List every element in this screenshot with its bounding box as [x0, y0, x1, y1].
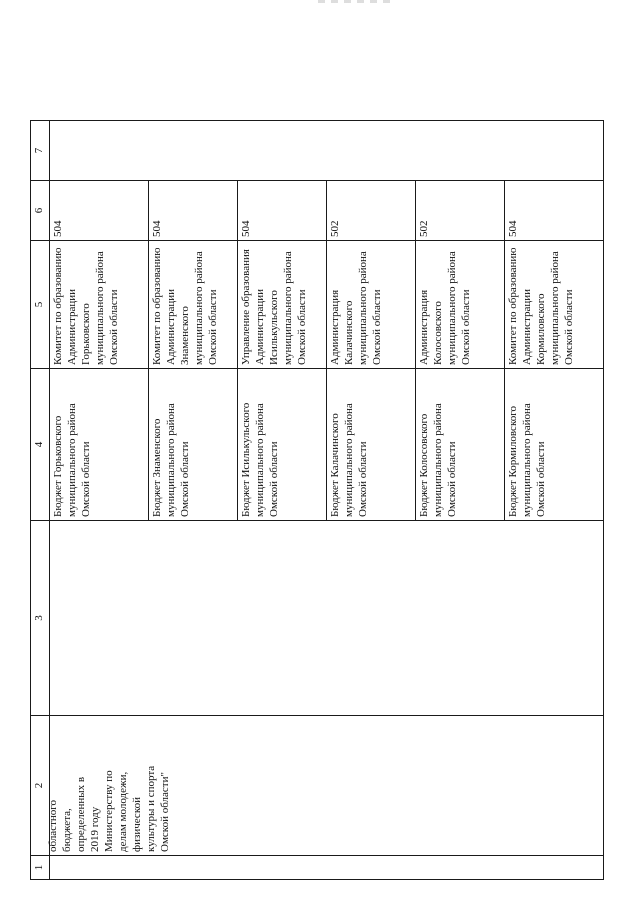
cell-col-2	[47, 716, 604, 856]
cell-col-1	[50, 856, 604, 880]
admin-cell: Управление образования Администрации Исилькульского муниципального района Омской области	[238, 241, 327, 369]
budget-cell: Бюджет Колосовского муниципального района Омской области	[416, 369, 505, 521]
distribution-table	[30, 120, 604, 880]
admin-cell: Комитет по образованию Администрации Горьковского муниципального района Омской области	[50, 241, 149, 369]
admin-cell: Комитет по образованию Администрации Знаменского муниципального района Омской области	[149, 241, 238, 369]
code-cell: 504	[50, 181, 149, 241]
code-cell: 504	[238, 181, 327, 241]
header-col-3: 3	[31, 521, 50, 716]
budget-cell: Бюджет Горьковского муниципального района Омской области	[50, 369, 149, 521]
cell-col-7	[50, 121, 604, 181]
header-col-1: 1	[31, 856, 50, 880]
admin-cell: Администрация Калачинского муниципального района Омской области	[327, 241, 416, 369]
budget-cell: Бюджет Кормиловского муниципального района Омской области	[505, 369, 604, 521]
code-cell: 504	[505, 181, 604, 241]
cell-col-3	[50, 521, 604, 716]
header-col-2: 2	[31, 716, 50, 856]
admin-cell: Комитет по образованию Администрации Кормиловского муниципального района Омской области	[505, 241, 604, 369]
budget-cell: Бюджет Знаменского муниципального района Омской области	[149, 369, 238, 521]
header-col-6: 6	[31, 181, 50, 241]
code-cell: 502	[416, 181, 505, 241]
code-cell: 502	[327, 181, 416, 241]
table-row	[50, 121, 149, 880]
header-col-5: 5	[31, 241, 50, 369]
code-cell: 504	[149, 181, 238, 241]
budget-cell: Бюджет Калачинского муниципального района Омской области	[327, 369, 416, 521]
header-col-4: 4	[31, 369, 50, 521]
admin-cell: Администрация Колосовского муниципального района Омской области	[416, 241, 505, 369]
budget-cell: Бюджет Исилькульского муниципального района Омской области	[238, 369, 327, 521]
recipient-description: областного бюджета, определенных в 2019 году Министерству по делам молодежи, физической культуры и спорта Омской области"	[47, 765, 171, 852]
header-col-7: 7	[31, 121, 50, 181]
